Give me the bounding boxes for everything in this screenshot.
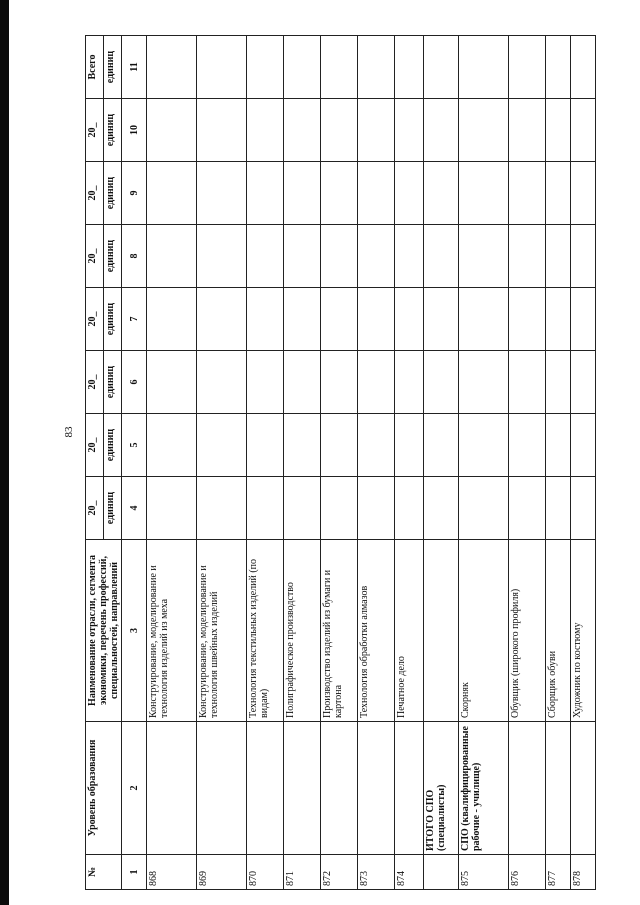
row-level: [197, 722, 247, 855]
header-year-3: 20_: [86, 351, 104, 414]
scan-edge: [0, 0, 9, 905]
row-name: Печатное дело: [395, 540, 424, 722]
row-name: [424, 540, 459, 722]
row-code: 874: [395, 855, 424, 890]
header-unit: единиц: [104, 36, 122, 99]
column-number-row: [122, 36, 147, 890]
page-number: 83: [63, 426, 75, 438]
col-num: 3: [122, 540, 147, 722]
header-year-7: 20_: [86, 99, 104, 162]
row-name: Производство изделий из бумаги и картона: [321, 540, 358, 722]
header-year-5: 20_: [86, 225, 104, 288]
row-name: Скорняк: [459, 540, 509, 722]
header-year-4: 20_: [86, 288, 104, 351]
row-code: [424, 855, 459, 890]
header-name: Наименование отрасли, сегмента экономики, перечень профессий, специальностей, направлений: [86, 540, 122, 722]
row-level: [147, 722, 197, 855]
row-code: 872: [321, 855, 358, 890]
row-code: 873: [358, 855, 395, 890]
row-name: Технология обработки алмазов: [358, 540, 395, 722]
col-num: 6: [122, 351, 147, 414]
row-level: ИТОГО СПО (специалисты): [424, 722, 459, 855]
col-num: 9: [122, 162, 147, 225]
header-unit: единиц: [104, 351, 122, 414]
col-num: 8: [122, 225, 147, 288]
header-total: Всего: [86, 36, 104, 99]
header-num: №: [86, 855, 122, 890]
table-row: [147, 36, 197, 890]
header-unit: единиц: [104, 99, 122, 162]
row-name: Обувщик (широкого профиля): [509, 540, 546, 722]
row-level: [571, 722, 596, 855]
header-row-1: [86, 36, 104, 890]
row-code: 868: [147, 855, 197, 890]
col-num: 10: [122, 99, 147, 162]
header-level: Уровень образования: [86, 722, 122, 855]
row-level: СПО (квалифицированные рабочие - училище): [459, 722, 509, 855]
row-level: [395, 722, 424, 855]
header-year-2: 20_: [86, 414, 104, 477]
table-row: [358, 36, 395, 890]
col-num: 7: [122, 288, 147, 351]
col-num: 1: [122, 855, 147, 890]
header-year-6: 20_: [86, 162, 104, 225]
row-code: 878: [571, 855, 596, 890]
row-name: Полиграфическое производство: [284, 540, 321, 722]
header-unit: единиц: [104, 414, 122, 477]
total-row: [424, 36, 459, 890]
row-code: 876: [509, 855, 546, 890]
row-code: 870: [247, 855, 284, 890]
header-unit: единиц: [104, 288, 122, 351]
row-name: Художник по костюму: [571, 540, 596, 722]
row-level: [284, 722, 321, 855]
row-name: Конструирование, моделирование и технология изделий из меха: [147, 540, 197, 722]
row-code: 877: [546, 855, 571, 890]
col-num: 2: [122, 722, 147, 855]
row-level: [247, 722, 284, 855]
rotated-table-container: [85, 35, 633, 890]
table-row: [546, 36, 571, 890]
table-row: [509, 36, 546, 890]
col-num: 5: [122, 414, 147, 477]
table-row: [284, 36, 321, 890]
row-code: 875: [459, 855, 509, 890]
row-code: 871: [284, 855, 321, 890]
header-year-1: 20_: [86, 477, 104, 540]
table-row: [459, 36, 509, 890]
row-name: Конструирование, моделирование и технология швейных изделий: [197, 540, 247, 722]
row-level: [546, 722, 571, 855]
table-row: [197, 36, 247, 890]
data-table: [85, 35, 596, 890]
header-unit: единиц: [104, 162, 122, 225]
table-row: [321, 36, 358, 890]
header-unit: единиц: [104, 477, 122, 540]
table-row: [571, 36, 596, 890]
table-row: [247, 36, 284, 890]
col-num: 4: [122, 477, 147, 540]
row-level: [509, 722, 546, 855]
table-row: [395, 36, 424, 890]
header-unit: единиц: [104, 225, 122, 288]
row-level: [321, 722, 358, 855]
row-name: Сборщик обуви: [546, 540, 571, 722]
row-level: [358, 722, 395, 855]
row-code: 869: [197, 855, 247, 890]
col-num: 11: [122, 36, 147, 99]
row-name: Технология текстильных изделий (по видам): [247, 540, 284, 722]
